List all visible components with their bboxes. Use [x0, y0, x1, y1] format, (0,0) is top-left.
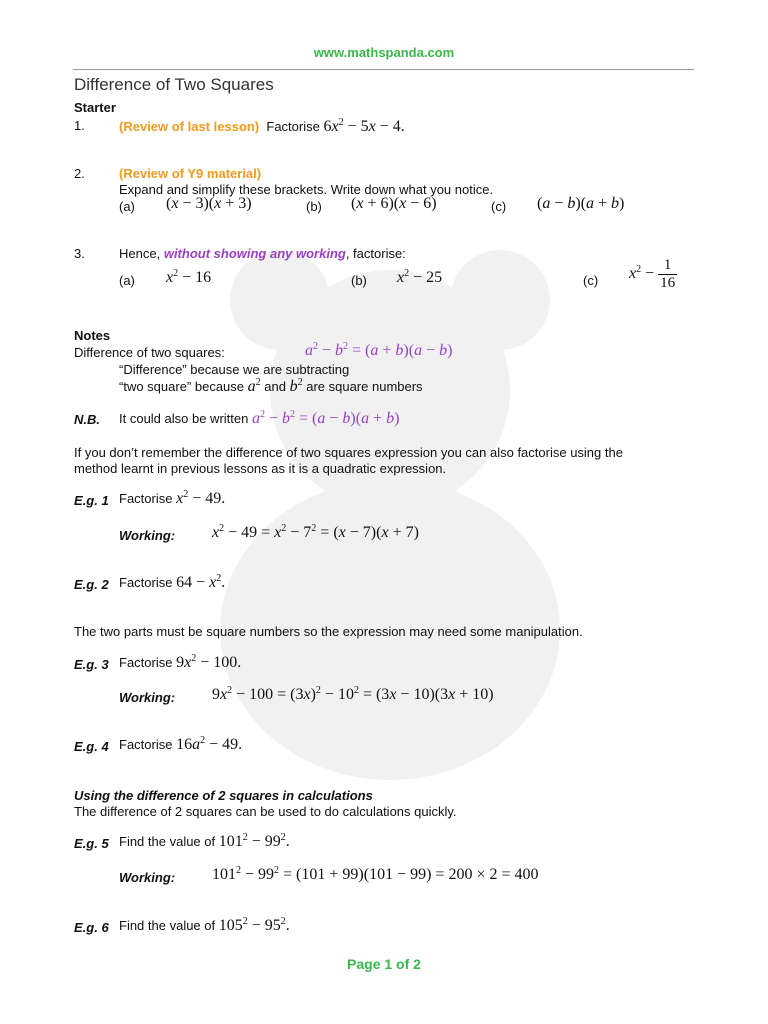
- eg2-line: Factorise $64 - x^2$.: [119, 573, 226, 591]
- eg4-line: Factorise $16a^2 - 49$.: [119, 735, 243, 753]
- q3-post: , factorise:: [345, 246, 406, 261]
- nb-label: N.B.: [74, 412, 100, 427]
- q3-number: 3.: [74, 246, 85, 261]
- q2-number: 2.: [74, 166, 85, 181]
- starter-heading: Starter: [74, 100, 116, 115]
- page-number: Page 1 of 2: [347, 956, 421, 972]
- q3c-label: (c): [583, 273, 599, 288]
- difference-explanation: “Difference” because we are subtracting: [119, 362, 350, 377]
- eg1-working: $x^2 - 49 = x^2 - 7^2 = (x - 7)(x + 7)$: [212, 523, 419, 541]
- q3a-label: (a): [119, 273, 135, 288]
- q3-pre: Hence,: [119, 246, 161, 261]
- eg2-label: E.g. 2: [74, 577, 109, 592]
- q2a-expression: (x − 3)(x + 3): [166, 195, 252, 212]
- panda-watermark-icon: [160, 240, 620, 800]
- q2b-label: (b): [306, 199, 322, 214]
- eg5-label: E.g. 5: [74, 836, 109, 851]
- q2c-expression: (a − b)(a + b): [537, 195, 625, 212]
- manipulation-text: The two parts must be square numbers so the expression may need some manipulation.: [74, 624, 583, 639]
- header-divider: [73, 69, 694, 70]
- q3b-expression: $x^2 - 25$: [397, 268, 443, 286]
- dots-formula: $a^2 - b^2 = (a + b)(a - b)$: [305, 341, 453, 359]
- eg3-line: Factorise $9x^2 - 100$.: [119, 653, 242, 671]
- q2b-expression: (x + 6)(x − 6): [351, 195, 437, 212]
- notes-paragraph-line2: method learnt in previous lessons as it is a quadratic expression.: [74, 461, 447, 476]
- q3b-label: (b): [351, 273, 367, 288]
- q3-emphasis: without showing any working: [163, 246, 346, 261]
- q2-tag: (Review of Y9 material): [119, 166, 262, 181]
- dots-label: Difference of two squares:: [74, 345, 225, 360]
- q1-expression: $6x^2 - 5x - 4$.: [323, 117, 405, 135]
- q2a-label: (a): [119, 199, 135, 214]
- eg1-line: Factorise $x^2 - 49$.: [119, 489, 226, 507]
- eg3-label: E.g. 3: [74, 657, 109, 672]
- q3c-expression: $x^2$ − $\frac{1}{16}$: [629, 257, 676, 291]
- q1-text: Factorise: [266, 119, 320, 134]
- site-url[interactable]: www.mathspanda.com: [313, 45, 455, 60]
- eg6-label: E.g. 6: [74, 920, 109, 935]
- q1-number: 1.: [74, 118, 85, 133]
- eg5-working: $101^2 - 99^2 = (101 + 99)(101 - 99) = 200 \times 2 = 400$: [212, 865, 539, 883]
- q3-line: [119, 246, 406, 261]
- calculations-heading: Using the difference of 2 squares in calculations: [74, 788, 373, 803]
- q1-line: [119, 118, 405, 136]
- nb-line: It could also be written $a^2 - b^2 = (a - b)(a + b)$: [119, 409, 400, 427]
- eg6-line: Find the value of $105^2 - 95^2$.: [119, 916, 290, 934]
- eg4-label: E.g. 4: [74, 739, 109, 754]
- q2-text: Expand and simplify these brackets. Write down what you notice.: [119, 182, 494, 197]
- notes-paragraph-line1: If you don’t remember the difference of two squares expression you can also factorise using the: [74, 445, 623, 460]
- page-title: Difference of Two Squares: [74, 75, 274, 94]
- eg1-working-label: Working:: [119, 528, 176, 543]
- q3a-expression: $x^2 - 16$: [166, 268, 212, 286]
- square-explanation: “two square” because $a^2$ and $b^2$ are square numbers: [119, 377, 423, 395]
- q1-tag: (Review of last lesson): [119, 119, 260, 134]
- eg3-working: $9x^2 - 100 = (3x)^2 - 10^2 = (3x - 10)(3x + 10)$: [212, 685, 494, 703]
- eg3-working-label: Working:: [119, 690, 176, 705]
- eg5-working-label: Working:: [119, 870, 176, 885]
- q2c-label: (c): [491, 199, 507, 214]
- notes-heading: Notes: [74, 328, 111, 343]
- eg5-line: Find the value of $101^2 - 99^2$.: [119, 832, 290, 850]
- eg1-label: E.g. 1: [74, 493, 109, 508]
- calculations-text: The difference of 2 squares can be used to do calculations quickly.: [74, 804, 457, 819]
